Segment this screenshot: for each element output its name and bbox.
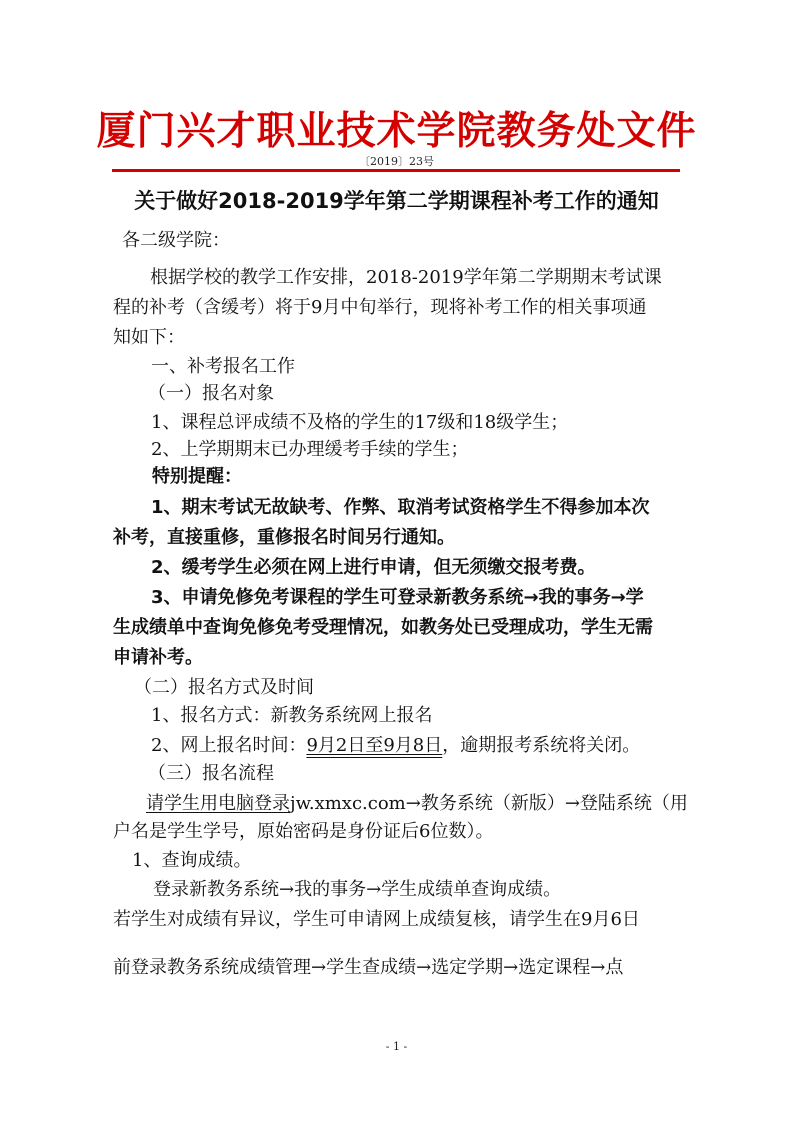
list-item: 1、课程总评成绩不及格的学生的17级和18级学生； <box>151 412 569 433</box>
time-label: 2、网上报名时间： <box>151 735 307 756</box>
document-header-title: 厦门兴才职业技术学院教务处文件 <box>96 109 697 154</box>
intro-paragraph-line: 根据学校的教学工作安排，2018-2019学年第二学期期末考试课 <box>150 267 662 288</box>
review-paragraph-line: 前登录教务系统成绩管理→学生查成绩→选定学期→选定课程→点 <box>113 957 624 978</box>
reminder-item: 申请补考。 <box>113 647 203 668</box>
reminder-item: 2、缓考学生必须在网上进行申请，但无须缴交报考费。 <box>151 557 596 578</box>
subsection-heading: （二）报名方式及时间 <box>134 677 314 698</box>
flow-path: jw.xmxc.com→教务系统（新版）→登陆系统（用 <box>290 793 688 814</box>
list-item: 1、报名方式：新教务系统网上报名 <box>151 705 433 726</box>
reminder-item: 1、期末考试无故缺考、作弊、取消考试资格学生不得参加本次 <box>151 497 650 518</box>
intro-paragraph-line: 知如下： <box>113 327 185 348</box>
intro-paragraph-line: 程的补考（含缓考）将于9月中旬举行，现将补考工作的相关事项通 <box>113 297 647 318</box>
subsection-heading: （一）报名对象 <box>148 383 274 404</box>
reminder-heading: 特别提醒： <box>152 466 242 487</box>
reminder-item: 补考，直接重修，重修报名时间另行通知。 <box>113 527 455 548</box>
list-item <box>151 734 640 758</box>
notice-title: 关于做好2018-2019学年第二学期课程补考工作的通知 <box>134 189 659 213</box>
salutation: 各二级学院： <box>122 230 230 251</box>
review-paragraph-line: 若学生对成绩有异议，学生可申请网上成绩复核，请学生在9月6日 <box>113 909 640 930</box>
red-divider-line <box>112 169 680 172</box>
section-heading: 一、补考报名工作 <box>151 356 295 377</box>
step-detail: 登录新教务系统→我的事务→学生成绩单查询成绩。 <box>153 879 562 900</box>
list-item: 2、上学期期末已办理缓考手续的学生； <box>151 439 469 460</box>
flow-line <box>146 792 688 816</box>
subsection-heading: （三）报名流程 <box>148 763 274 784</box>
reminder-item: 生成绩单中查询免修免考受理情况，如教务处已受理成功，学生无需 <box>113 617 653 638</box>
document-number: 〔2019〕23号 <box>359 155 434 168</box>
flow-line: 户名是学生学号，原始密码是身份证后6位数）。 <box>113 821 494 842</box>
reminder-item: 3、申请免修免考课程的学生可登录新教务系统→我的事务→学 <box>151 587 644 608</box>
page-number: - 1 - <box>385 1040 408 1053</box>
login-instruction: 请学生用电脑登录 <box>146 793 290 814</box>
time-note: ，逾期报考系统将关闭。 <box>442 735 641 756</box>
step-heading: 1、查询成绩。 <box>132 850 252 871</box>
registration-dates: 9月2日至9月8日 <box>306 735 443 756</box>
